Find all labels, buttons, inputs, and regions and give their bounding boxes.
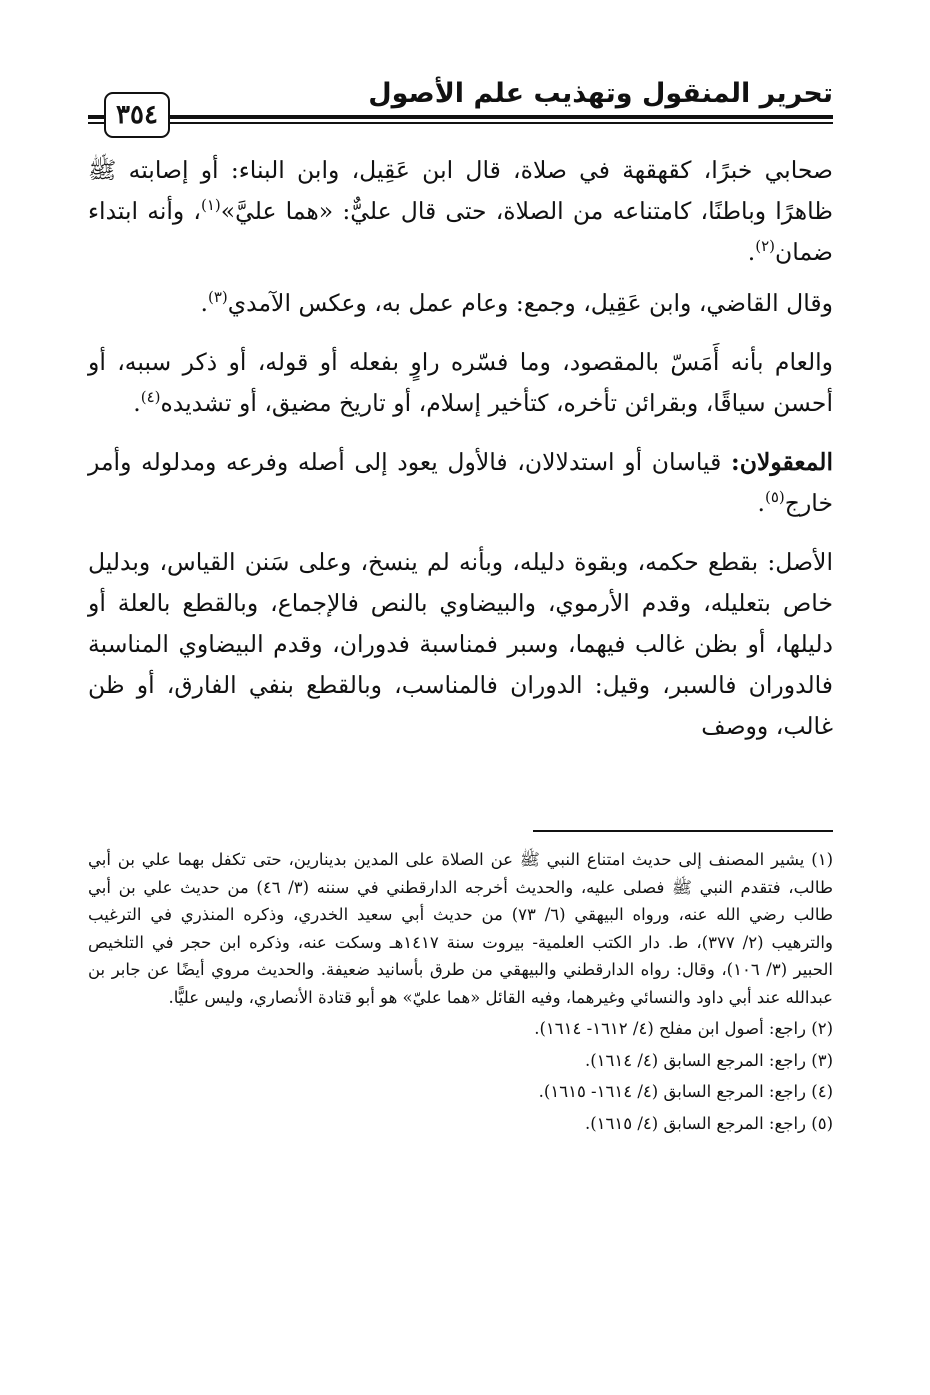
paragraph-2 bbox=[88, 283, 833, 324]
running-header bbox=[88, 70, 833, 130]
footnote-ref-2: (٢) bbox=[755, 237, 776, 256]
page-number: ٣٥٤ bbox=[104, 92, 170, 138]
section-label-maqulan: المعقولان: bbox=[731, 448, 833, 476]
paragraph-2-end: . bbox=[200, 289, 208, 317]
paragraph-2-text: وقال القاضي، وابن عَقِيل، وجمع: وعام عمل به، وعكس الآمدي bbox=[227, 289, 833, 317]
footnote-1: (١) يشير المصنف إلى حديث امتناع النبي ﷺ عن الصلاة على المدين بدينارين، حتى تكفل بهما علي بن أبي طالب، فتقدم النبي ﷺ فصلى عليه، والحديث أخرجه الدارقطني في سننه (٣/ ٤٦) من حديث علي بن أبي طالب رضي الله عنه، ورواه البيهقي (٦/ ٧٣) من حديث أبي سعيد الخدري، وذكره المنذري في الترغيب والترهيب (٢/ ٣٧٧)، ط. دار الكتب العلمية- بيروت سنة ١٤١٧هـ وسكت عنه، وذكره ابن حجر في التلخيص الحبير (٣/ ١٠٦)، وقال: رواه الدارقطني والبيهقي من طرق بأسانيد ضعيفة. والحديث مروي أيضًا عن جابر بن عبدالله عند أبي داود والنسائي وغيرهما، وفيه القائل «هما عليّ» هو أبو قتادة الأنصاري، وليس عليًّا. bbox=[88, 850, 834, 1007]
footnote-3: (٣) راجع: المرجع السابق (٤/ ١٦١٤). bbox=[584, 1050, 833, 1070]
paragraph-5: الأصل: بقطع حكمه، وبقوة دليله، وبأنه لم ينسخ، وعلى سَنن القياس، وبدليل خاص بتعليله، وقدم الأرموي، والبيضاوي بالنص فالإجماع، وبالقطع بالعلة أو دليلها، أو بظن غالب فيهما، وسبر فمناسبة فدوران، وقدم البيضاوي المناسبة فالدوران فالسبر، وقيل: الدوران فالمناسب، وبالقطع بنفي الفارق، أو ظن غالب، ووصف bbox=[88, 548, 833, 740]
footnote-ref-4: (٤) bbox=[140, 388, 161, 407]
footnote-4: (٤) راجع: المرجع السابق (٤/ ١٦١٤- ١٦١٥). bbox=[538, 1082, 833, 1101]
paragraph-4-text: قياسان أو استدلالان، فالأول يعود إلى أصله وفرعه ومدلوله وأمر خارج bbox=[88, 448, 833, 517]
footnote-2: (٢) راجع: أصول ابن مفلح (٤/ ١٦١٢- ١٦١٤). bbox=[534, 1019, 833, 1038]
footnotes bbox=[88, 846, 833, 1141]
paragraph-1-text: صحابي خبرًا، كقهقهة في صلاة، قال ابن عَقِيل، وابن البناء: أو إصابته ﷺ ظاهرًا وباطنًا، كامتناعه من الصلاة، حتى قال عليٌّ: «هما عليَّ» bbox=[88, 156, 833, 225]
paragraph-3-text: والعام بأنه أَمَسّ بالمقصود، وما فسّره راوٍ بفعله أو قوله، أو ذكر سببه، أو أحسن سياقًا، وبقرائن تأخره، كتأخير إسلام، أو تاريخ مضيق، أو تشديده bbox=[88, 348, 833, 417]
footnote-ref-3: (٣) bbox=[207, 288, 228, 307]
header-rule-thin bbox=[88, 122, 833, 124]
paragraph-4-end: . bbox=[757, 489, 765, 517]
paragraph-3 bbox=[88, 342, 833, 424]
main-text bbox=[88, 150, 833, 765]
footnote-ref-5: (٥) bbox=[765, 488, 785, 507]
header-rule-thick bbox=[88, 115, 833, 119]
footnote-ref-1: (١) bbox=[200, 196, 221, 215]
footnote-separator bbox=[533, 830, 833, 832]
paragraph-4 bbox=[88, 442, 833, 524]
paragraph-3-end: . bbox=[133, 389, 141, 417]
paragraph-1 bbox=[88, 150, 833, 273]
paragraph-1-text-b: ، وأنه ابتداء ضمان bbox=[88, 197, 833, 266]
paragraph-1-end: . bbox=[747, 238, 756, 266]
book-title: تحرير المنقول وتهذيب علم الأصول bbox=[368, 78, 833, 109]
footnote-5: (٥) راجع: المرجع السابق (٤/ ١٦١٥). bbox=[584, 1113, 833, 1133]
